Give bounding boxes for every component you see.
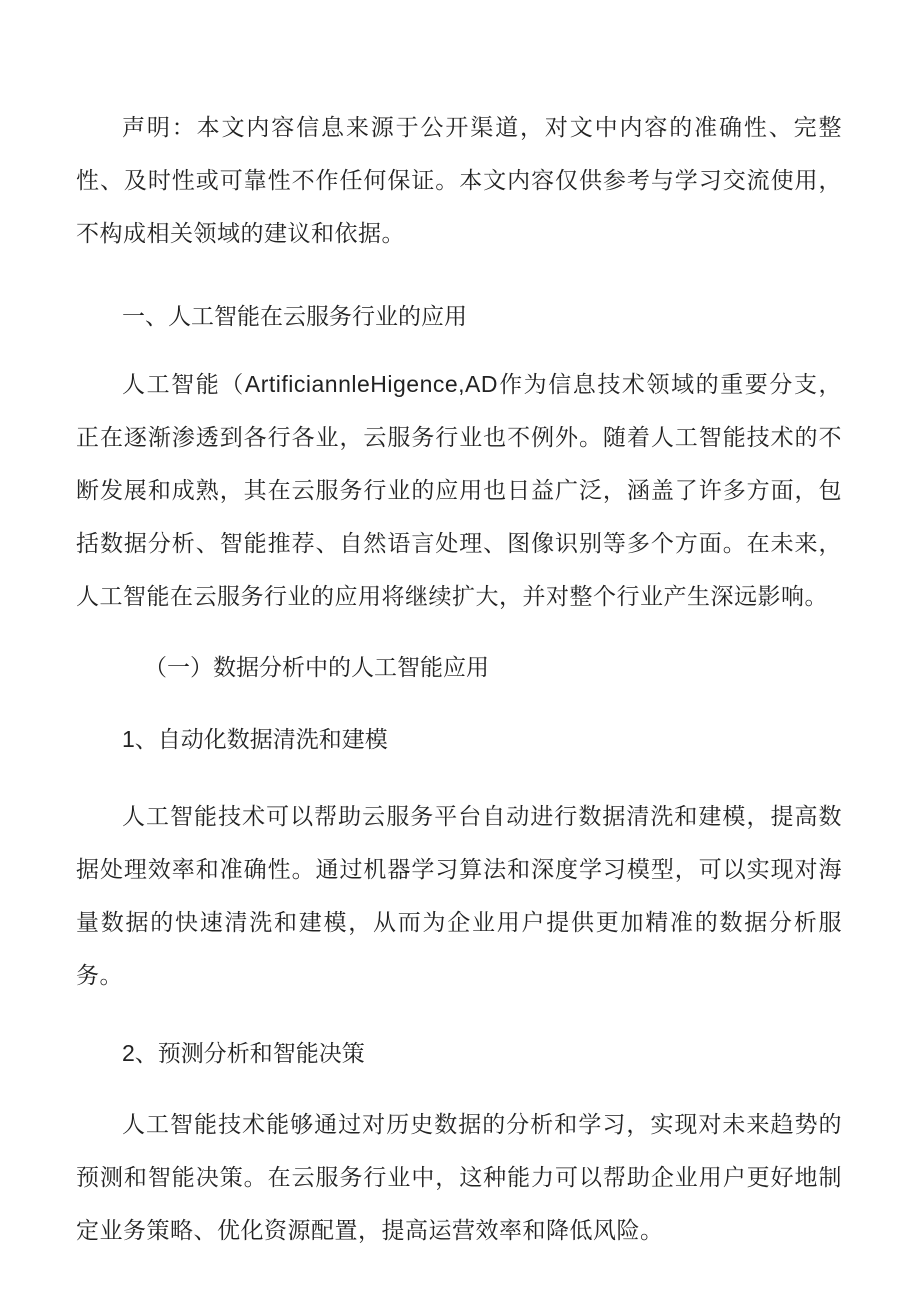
item-2-heading bbox=[76, 1027, 842, 1081]
item-2-number: 2 bbox=[122, 1040, 135, 1066]
subsection-heading: （一）数据分析中的人工智能应用 bbox=[144, 655, 489, 681]
item-1-paragraph: 人工智能技术可以帮助云服务平台自动进行数据清洗和建模，提高数据处理效率和准确性。通过机器学习算法和深度学习模型，可以实现对海量数据的快速清洗和建模，从而为企业用户提供更加精准的数据分析服务。 bbox=[76, 804, 842, 989]
intro-paragraph bbox=[76, 358, 842, 624]
item-2-paragraph: 人工智能技术能够通过对历史数据的分析和学习，实现对未来趋势的预测和智能决策。在云服务行业中，这种能力可以帮助企业用户更好地制定业务策略、优化资源配置，提高运营效率和降低风险。 bbox=[76, 1112, 842, 1244]
intro-prefix: 人工智能（ bbox=[122, 372, 245, 398]
document-body bbox=[76, 102, 842, 1258]
item-1-title: 、自动化数据清洗和建模 bbox=[134, 727, 388, 753]
section-heading: 一、人工智能在云服务行业的应用 bbox=[122, 304, 467, 330]
item-2-title: 、预测分析和智能决策 bbox=[134, 1041, 365, 1067]
item-1-number: 1 bbox=[122, 726, 135, 752]
intro-latin-term: ArtificiannleHigence,AD bbox=[244, 371, 498, 397]
intro-rest: 作为信息技术领域的重要分支，正在逐渐渗透到各行各业，云服务行业也不例外。随着人工智能技术的不断发展和成熟，其在云服务行业的应用也日益广泛，涵盖了许多方面，包括数据分析、智能推荐、自然语言处理、图像识别等多个方面。在未来，人工智能在云服务行业的应用将继续扩大，并对整个行业产生深远影响。 bbox=[76, 372, 843, 610]
item-1-heading bbox=[76, 713, 842, 767]
disclaimer-paragraph: 声明：本文内容信息来源于公开渠道，对文中内容的准确性、完整性、及时性或可靠性不作任何保证。本文内容仅供参考与学习交流使用，不构成相关领域的建议和依据。 bbox=[76, 115, 842, 247]
